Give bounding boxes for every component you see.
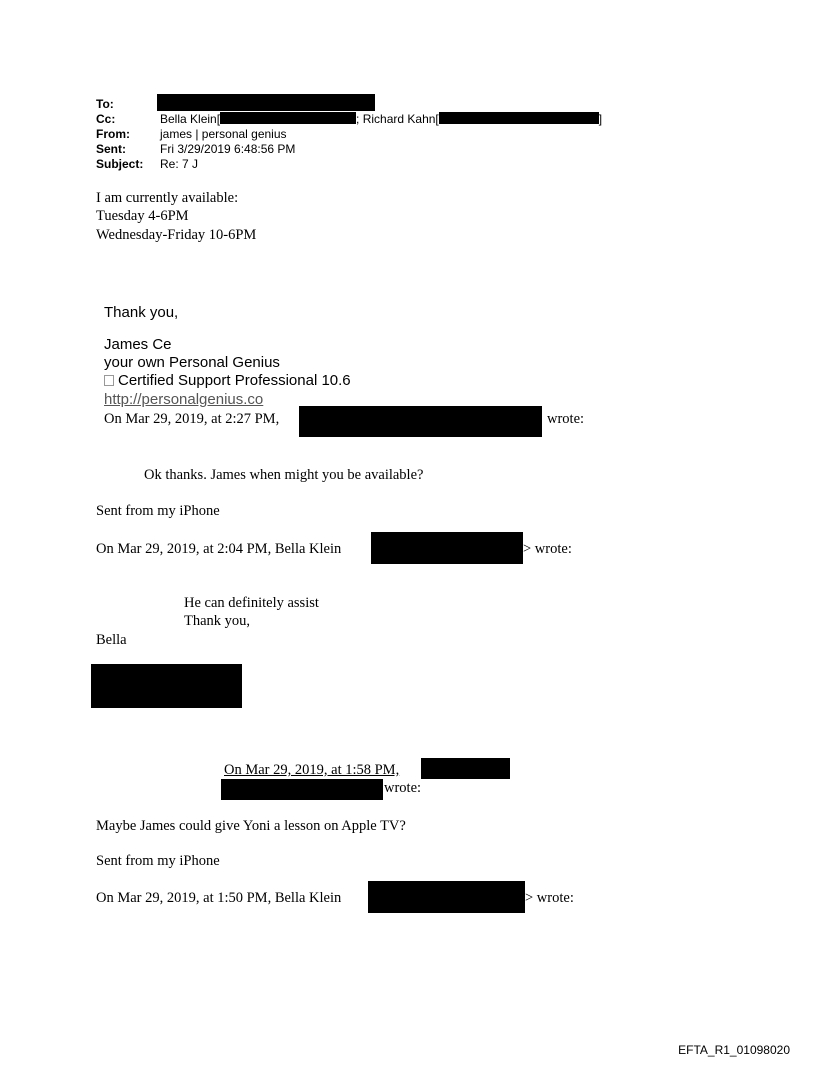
redaction-cc-2 xyxy=(439,112,599,124)
quote2-body-2: Thank you, xyxy=(184,613,251,629)
quote1-wrote: wrote: xyxy=(547,411,585,427)
document-id: EFTA_R1_01098020 xyxy=(678,1043,790,1057)
cc-value xyxy=(160,112,602,126)
quote2-body-1: He can definitely assist xyxy=(184,595,319,611)
redaction-signature-block xyxy=(91,664,242,708)
sent-from-iphone-1: Sent from my iPhone xyxy=(96,503,220,519)
from-label: From: xyxy=(96,127,130,141)
redaction-quote4-email xyxy=(368,881,525,913)
subject-label: Subject: xyxy=(96,157,144,171)
redaction-quote3-sender-1 xyxy=(421,758,510,779)
sent-label: Sent: xyxy=(96,142,126,156)
message-line-1: I am currently available: xyxy=(96,190,239,206)
redaction-quote2-email xyxy=(371,532,523,564)
quote2-wrote: > wrote: xyxy=(523,541,572,557)
quote1-attribution: On Mar 29, 2019, at 2:27 PM, xyxy=(104,411,280,427)
redaction-to xyxy=(157,94,375,111)
quote4-wrote: > wrote: xyxy=(525,890,574,906)
quote3-body: Maybe James could give Yoni a lesson on Apple TV? xyxy=(96,818,406,834)
missing-glyph-icon xyxy=(104,375,114,386)
quote2-sign: Bella xyxy=(96,632,127,648)
from-value: james | personal genius xyxy=(160,127,287,141)
redaction-quote3-sender-2 xyxy=(221,779,383,800)
to-label: To: xyxy=(96,97,114,111)
quote3-attribution: On Mar 29, 2019, at 1:58 PM, xyxy=(224,762,400,778)
signature-thanks: Thank you, xyxy=(104,304,179,321)
message-line-2: Tuesday 4-6PM xyxy=(96,208,189,224)
signature-tagline: your own Personal Genius xyxy=(104,354,280,371)
quote1-body: Ok thanks. James when might you be available? xyxy=(144,467,424,483)
sent-from-iphone-2: Sent from my iPhone xyxy=(96,853,220,869)
signature-name: James Ce xyxy=(104,336,172,353)
cc-name-2: ; Richard Kahn[ xyxy=(356,112,439,126)
quote3-wrote: wrote: xyxy=(384,780,422,796)
quote2-attribution: On Mar 29, 2019, at 2:04 PM, Bella Klein xyxy=(96,541,342,557)
signature-url-link[interactable]: http://personalgenius.co xyxy=(104,391,264,408)
cc-name-1: Bella Klein[ xyxy=(160,112,221,126)
redaction-quote1-sender xyxy=(299,406,542,437)
signature-cert xyxy=(104,372,351,390)
redaction-cc-1 xyxy=(220,112,356,124)
sent-value: Fri 3/29/2019 6:48:56 PM xyxy=(160,142,296,156)
cc-label: Cc: xyxy=(96,112,116,126)
signature-cert-text: Certified Support Professional 10.6 xyxy=(118,372,351,389)
quote4-attribution: On Mar 29, 2019, at 1:50 PM, Bella Klein xyxy=(96,890,342,906)
message-line-3: Wednesday-Friday 10-6PM xyxy=(96,227,257,243)
cc-close: ] xyxy=(598,112,603,126)
subject-value: Re: 7 J xyxy=(160,157,199,171)
